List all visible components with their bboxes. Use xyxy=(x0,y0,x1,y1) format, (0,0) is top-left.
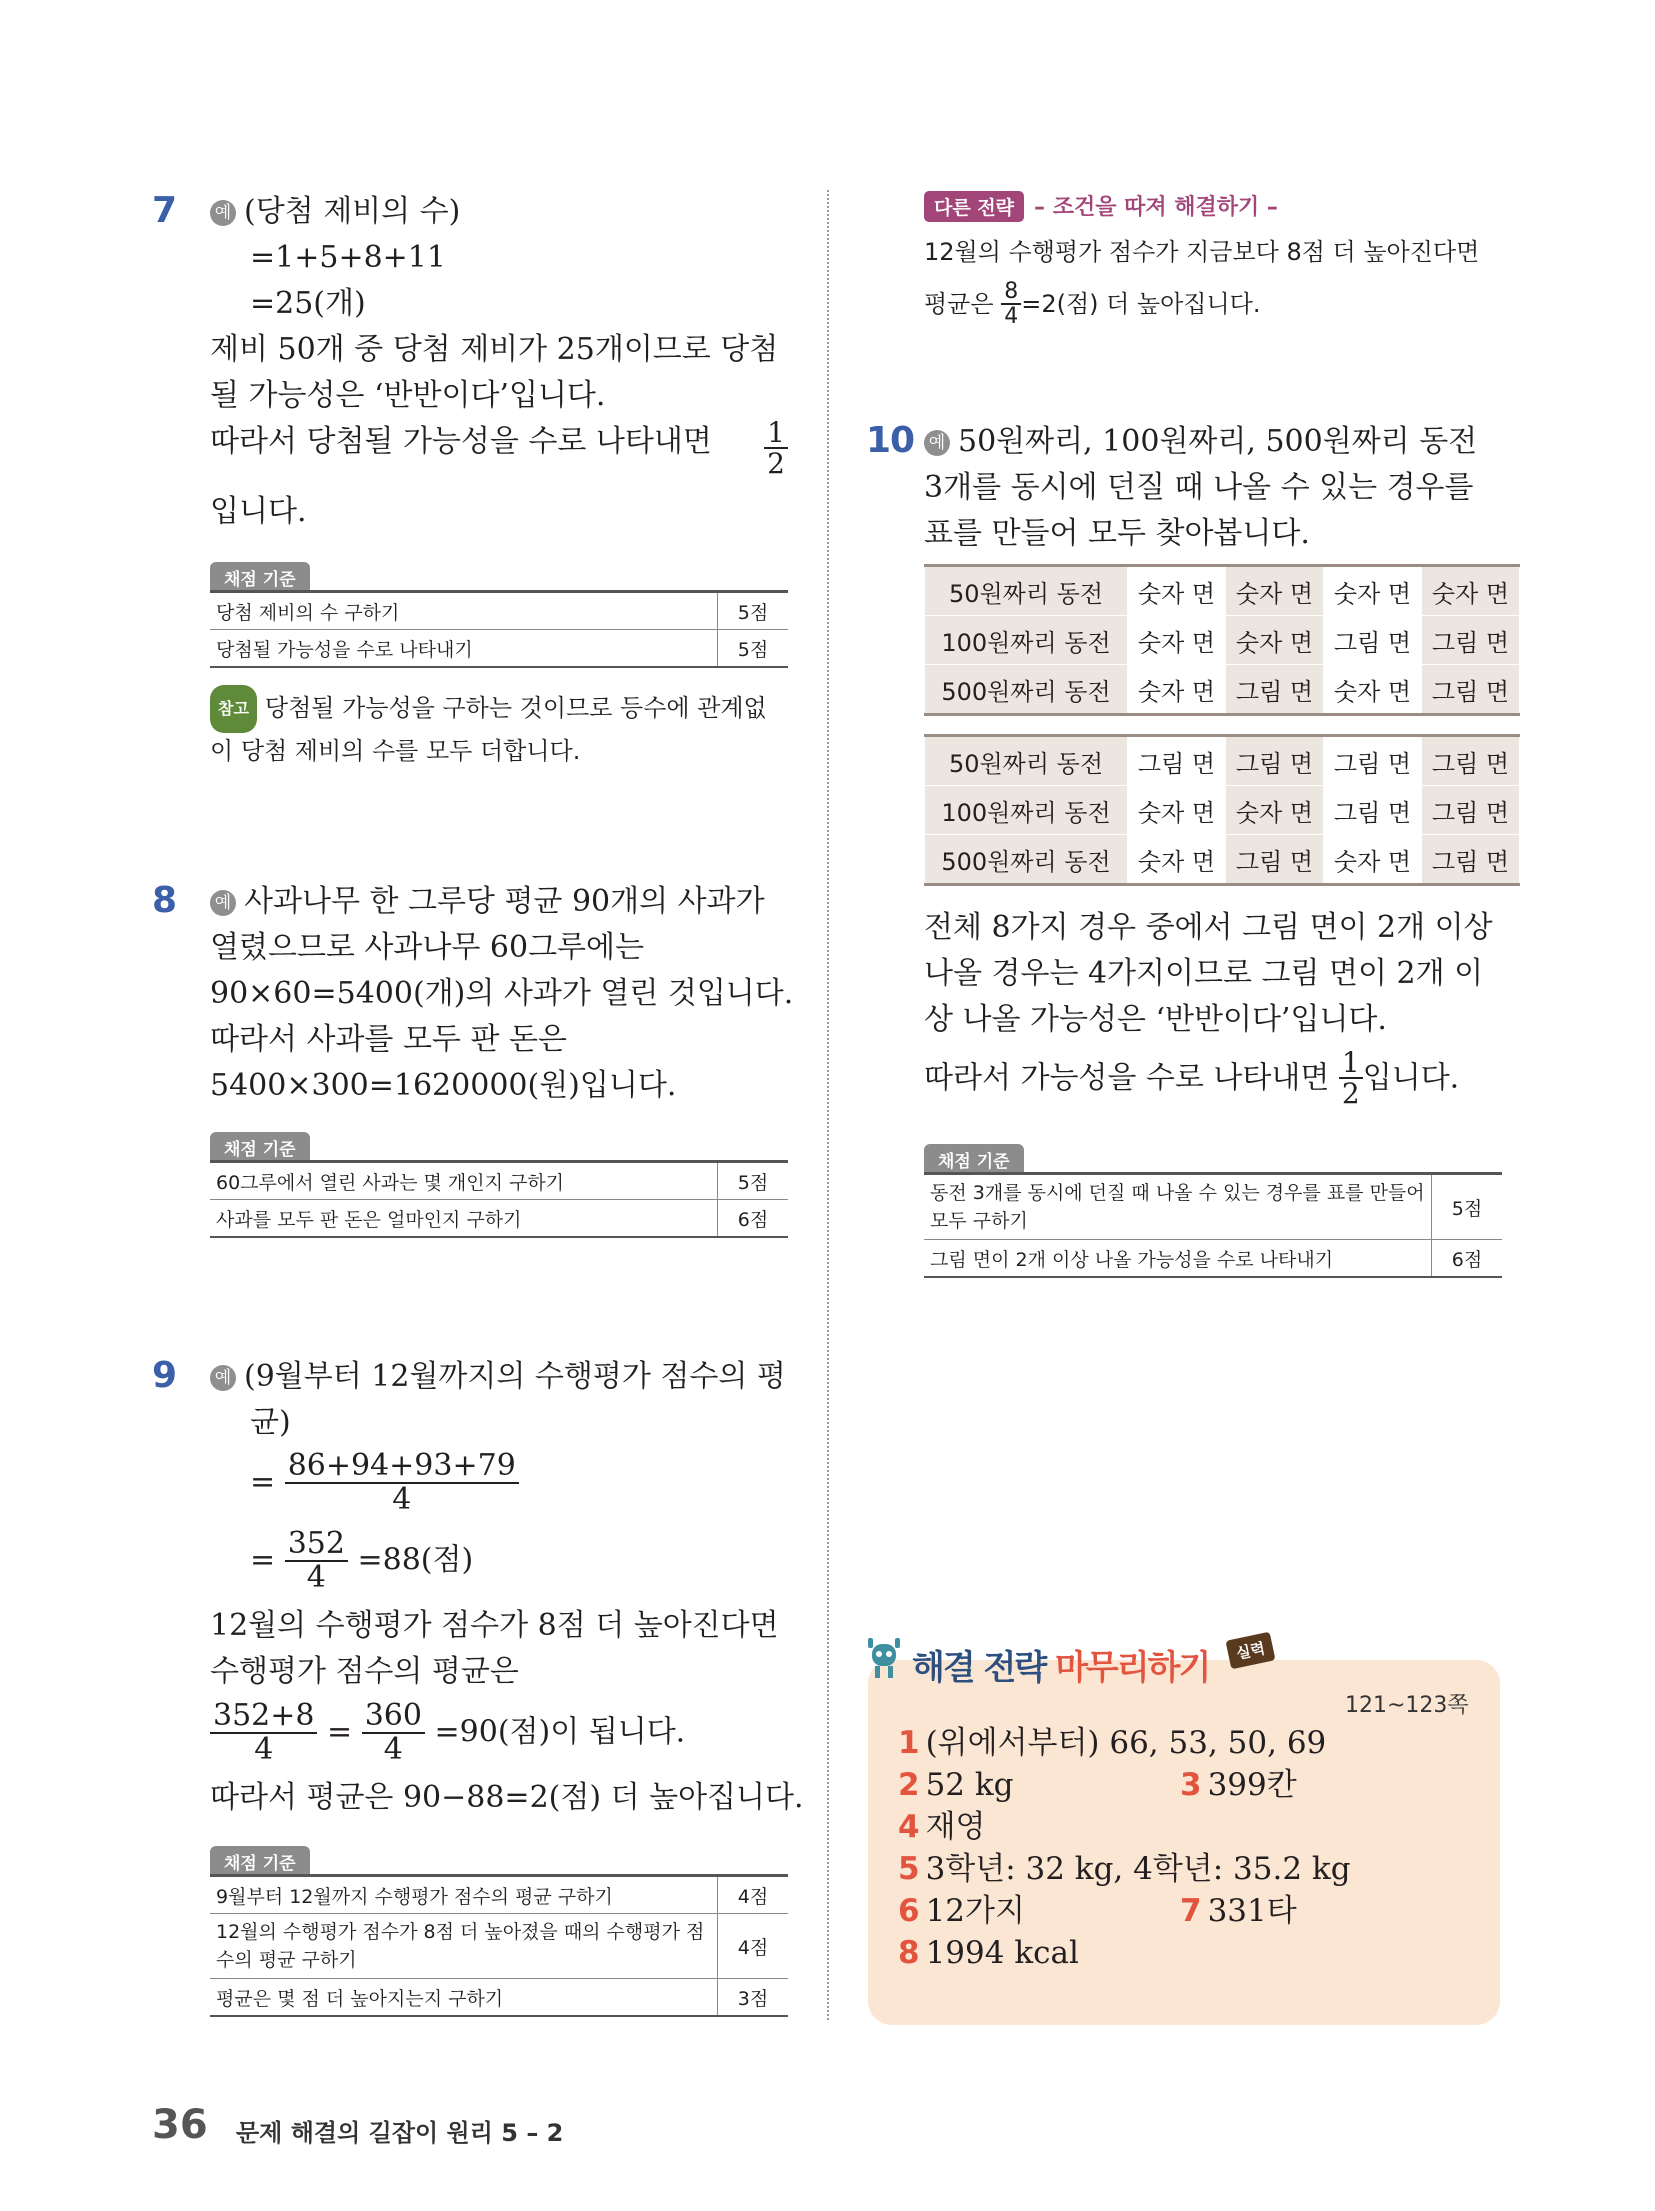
q9-equation-1: = $\frac{86+94+93+79}{4}$ xyxy=(250,1450,519,1515)
fraction-numerator: 8 xyxy=(1001,280,1021,305)
question-number-10: 10 xyxy=(866,420,915,461)
fraction-denominator: 4 xyxy=(306,1559,326,1595)
table-row xyxy=(210,630,788,668)
fraction-denominator: 2 xyxy=(767,447,785,481)
criteria-points: 6점 xyxy=(718,1200,789,1238)
alt-text-2b: =2(점) 더 높아집니다. xyxy=(1021,290,1261,319)
table-cell: 그림 면 xyxy=(1422,616,1520,665)
q9-line-2: 균) xyxy=(250,1405,291,1440)
row-header: 500원짜리 동전 xyxy=(925,835,1128,885)
alt-line-1: 12월의 수행평가 점수가 지금보다 8점 더 높아진다면 xyxy=(924,238,1480,266)
criteria-points: 3점 xyxy=(718,1979,789,2017)
summary-title xyxy=(912,1640,1209,1689)
answer-key: 2 xyxy=(898,1767,920,1803)
table-row xyxy=(210,592,788,630)
q10-criteria-table xyxy=(924,1172,1502,1278)
fraction-denominator: 2 xyxy=(1341,1077,1360,1111)
page-number: 36 xyxy=(152,2102,208,2148)
fraction-numerator: 352 xyxy=(285,1528,348,1562)
table-cell: 그림 면 xyxy=(1324,786,1422,835)
table-row xyxy=(924,1174,1502,1240)
table-row xyxy=(924,1240,1502,1278)
table-row xyxy=(210,1979,788,2017)
answer-key: 7 xyxy=(1180,1893,1202,1929)
answer-key: 5 xyxy=(898,1851,920,1887)
q7-text-1: (당첨 제비의 수) xyxy=(244,194,461,229)
answer-text: 399칸 xyxy=(1207,1767,1297,1803)
answer-text: 1994 kcal xyxy=(925,1935,1079,1971)
example-icon: 예 xyxy=(210,890,236,916)
table-row xyxy=(925,665,1520,715)
q9-line-4: 수행평가 점수의 평균은 xyxy=(210,1654,519,1689)
question-number-7: 7 xyxy=(152,190,177,231)
q7-line-6 xyxy=(210,416,788,481)
q9-fraction-4 xyxy=(362,1700,425,1765)
table-cell: 숫자 면 xyxy=(1324,665,1422,715)
table-cell: 숫자 면 xyxy=(1128,786,1226,835)
table-cell: 그림 면 xyxy=(1226,736,1324,786)
q9-criteria-table xyxy=(210,1874,788,2017)
q10-line-5: 나올 경우는 4가지이므로 그림 면이 2개 이 xyxy=(924,956,1484,991)
criteria-text: 사과를 모두 판 돈은 얼마인지 구하기 xyxy=(210,1200,718,1238)
book-title: 문제 해결의 길잡이 원리 5 – 2 xyxy=(236,2119,564,2147)
table-cell: 숫자 면 xyxy=(1128,566,1226,616)
table-cell: 그림 면 xyxy=(1226,835,1324,885)
criteria-text: 12월의 수행평가 점수가 8점 더 높아졌을 때의 수행평가 점수의 평균 구하기 xyxy=(210,1914,718,1979)
criteria-points: 4점 xyxy=(718,1876,789,1914)
q9-equation-2-result: =88(점) xyxy=(357,1542,474,1578)
answer-key: 3 xyxy=(1180,1767,1202,1803)
answer-key: 6 xyxy=(898,1893,920,1929)
criteria-text: 그림 면이 2개 이상 나올 가능성을 수로 나타내기 xyxy=(924,1240,1432,1278)
q7-line-2: =1+5+8+11 xyxy=(250,240,446,275)
summary-pages: 121~123쪽 xyxy=(1345,1693,1469,1718)
table-cell: 숫자 면 xyxy=(1226,616,1324,665)
table-row xyxy=(925,786,1520,835)
alt-strategy-badge: 다른 전략 xyxy=(924,191,1024,222)
answer-4 xyxy=(898,1806,985,1849)
table-cell: 그림 면 xyxy=(1422,786,1520,835)
q7-line-5: 될 가능성은 ‘반반이다’입니다. xyxy=(210,378,606,413)
answer-5 xyxy=(898,1848,1351,1891)
q7-text-6: 따라서 당첨될 가능성을 수로 나타내면 xyxy=(210,424,712,459)
table-cell: 숫자 면 xyxy=(1128,835,1226,885)
q9-line-5: 따라서 평균은 90−88=2(점) 더 높아집니다. xyxy=(210,1780,804,1815)
coin-table-1 xyxy=(924,564,1520,716)
table-cell: 그림 면 xyxy=(1324,736,1422,786)
criteria-text: 동전 3개를 동시에 던질 때 나올 수 있는 경우를 표를 만들어 모두 구하기 xyxy=(924,1174,1432,1240)
q7-line-3: =25(개) xyxy=(250,286,366,321)
table-cell: 그림 면 xyxy=(1128,736,1226,786)
table-row xyxy=(210,1876,788,1914)
answer-text: 재영 xyxy=(925,1809,986,1845)
coin-table-2 xyxy=(924,734,1520,886)
fraction-numerator: 86+94+93+79 xyxy=(285,1450,519,1484)
q9-equation-3: $\frac{352+8}{4}$ = $\frac{360}{4}$ =90(점)이 됩니다. xyxy=(210,1700,685,1765)
row-header: 50원짜리 동전 xyxy=(925,736,1128,786)
answer-3 xyxy=(1180,1764,1297,1807)
q9-fraction-3 xyxy=(210,1700,317,1765)
q9-equation-3-result: =90(점)이 됩니다. xyxy=(434,1714,686,1750)
q9-fraction-2 xyxy=(285,1528,348,1593)
example-icon: 예 xyxy=(210,1365,236,1391)
answer-text: (위에서부터) 66, 53, 50, 69 xyxy=(925,1725,1327,1761)
q8-line-1 xyxy=(210,880,765,924)
criteria-points: 5점 xyxy=(718,630,789,668)
q8-line-3: 90×60=5400(개)의 사과가 열린 것입니다. xyxy=(210,976,794,1011)
table-cell: 그림 면 xyxy=(1324,616,1422,665)
alt-text-2a: 평균은 xyxy=(924,290,994,319)
q7-criteria-label: 채점 기준 xyxy=(210,562,310,592)
q7-criteria-table xyxy=(210,590,788,668)
criteria-points: 6점 xyxy=(1432,1240,1503,1278)
fraction-denominator: 4 xyxy=(1004,304,1019,330)
alt-strategy-header xyxy=(924,190,1278,222)
q10-text-1: 50원짜리, 100원짜리, 500원짜리 동전 xyxy=(958,424,1478,459)
table-cell: 숫자 면 xyxy=(1422,566,1520,616)
q10-text-7a: 따라서 가능성을 수로 나타내면 xyxy=(924,1060,1330,1096)
table-cell: 숫자 면 xyxy=(1226,786,1324,835)
row-header: 100원짜리 동전 xyxy=(925,786,1128,835)
q10-line-3: 표를 만들어 모두 찾아봅니다. xyxy=(924,516,1310,551)
fraction-numerator: 1 xyxy=(764,418,788,449)
criteria-points: 4점 xyxy=(718,1914,789,1979)
criteria-text: 평균은 몇 점 더 높아지는지 구하기 xyxy=(210,1979,718,2017)
note-badge: 참고 xyxy=(210,685,257,733)
fraction-denominator: 4 xyxy=(383,1731,403,1767)
table-row xyxy=(925,736,1520,786)
fraction-denominator: 4 xyxy=(254,1731,274,1767)
q8-line-5: 5400×300=1620000(원)입니다. xyxy=(210,1068,677,1103)
q8-criteria-table xyxy=(210,1160,788,1238)
q10-text-7b: 입니다. xyxy=(1362,1060,1460,1096)
q9-equation-2: = $\frac{352}{4}$ =88(점) xyxy=(250,1526,474,1595)
summary-badge: 실력 xyxy=(1225,1632,1275,1670)
q7-note-line-2: 이 당첨 제비의 수를 모두 더합니다. xyxy=(210,737,581,765)
q9-text-1: (9월부터 12월까지의 수행평가 점수의 평 xyxy=(244,1359,786,1394)
q8-text-1: 사과나무 한 그루당 평균 90개의 사과가 xyxy=(244,884,765,919)
q9-fraction-1 xyxy=(285,1450,519,1515)
fraction-denominator: 4 xyxy=(392,1481,412,1517)
criteria-points: 5점 xyxy=(718,1162,789,1200)
row-header: 500원짜리 동전 xyxy=(925,665,1128,715)
summary-title-a: 해결 전략 xyxy=(912,1648,1046,1688)
q7-note-line-1 xyxy=(210,685,767,733)
q7-line-7: 입니다. xyxy=(210,494,307,529)
answer-text: 331타 xyxy=(1207,1893,1297,1929)
table-cell: 숫자 면 xyxy=(1324,566,1422,616)
fraction-numerator: 1 xyxy=(1339,1048,1363,1079)
q8-line-4: 따라서 사과를 모두 판 돈은 xyxy=(210,1022,567,1057)
q8-line-2: 열렸으므로 사과나무 60그루에는 xyxy=(210,930,644,965)
table-cell: 숫자 면 xyxy=(1324,835,1422,885)
table-cell: 숫자 면 xyxy=(1128,665,1226,715)
table-row xyxy=(210,1914,788,1979)
answer-1 xyxy=(898,1722,1326,1765)
alt-line-2 xyxy=(924,280,1260,328)
q10-line-1 xyxy=(924,420,1477,464)
alt-fraction xyxy=(1001,280,1021,328)
criteria-text: 당첨 제비의 수 구하기 xyxy=(210,592,718,630)
answer-text: 52 kg xyxy=(925,1767,1014,1803)
answer-text: 3학년: 32 kg, 4학년: 35.2 kg xyxy=(925,1851,1351,1887)
column-divider xyxy=(827,190,829,2020)
answer-6 xyxy=(898,1890,1025,1933)
answer-2 xyxy=(898,1764,1014,1807)
q10-line-4: 전체 8가지 경우 중에서 그림 면이 2개 이상 xyxy=(924,910,1493,945)
answer-key: 4 xyxy=(898,1809,920,1845)
q10-line-7 xyxy=(924,1048,1459,1109)
table-cell: 그림 면 xyxy=(1422,665,1520,715)
q9-line-1 xyxy=(210,1355,786,1399)
table-cell: 그림 면 xyxy=(1422,835,1520,885)
summary-title-b: 마무리하기 xyxy=(1055,1648,1210,1688)
table-row xyxy=(925,566,1520,616)
fraction-numerator: 352+8 xyxy=(210,1700,317,1734)
criteria-points: 5점 xyxy=(718,592,789,630)
example-icon: 예 xyxy=(924,430,950,456)
q7-line-1 xyxy=(210,190,460,234)
robot-icon xyxy=(866,1636,902,1680)
table-cell: 그림 면 xyxy=(1226,665,1324,715)
table-row xyxy=(925,616,1520,665)
row-header: 100원짜리 동전 xyxy=(925,616,1128,665)
q10-line-6: 상 나올 가능성은 ‘반반이다’입니다. xyxy=(924,1002,1387,1037)
criteria-text: 당첨될 가능성을 수로 나타내기 xyxy=(210,630,718,668)
table-cell: 숫자 면 xyxy=(1128,616,1226,665)
table-row xyxy=(210,1162,788,1200)
q10-line-2: 3개를 동시에 던질 때 나올 수 있는 경우를 xyxy=(924,470,1474,505)
answer-text: 12가지 xyxy=(925,1893,1025,1929)
table-cell: 그림 면 xyxy=(1422,736,1520,786)
answer-key: 8 xyxy=(898,1935,920,1971)
answer-key: 1 xyxy=(898,1725,920,1761)
alt-strategy-title: – 조건을 따져 해결하기 – xyxy=(1034,195,1278,220)
q10-fraction xyxy=(1339,1048,1363,1109)
q10-criteria-label: 채점 기준 xyxy=(924,1144,1024,1174)
answer-8 xyxy=(898,1932,1079,1975)
q9-criteria-label: 채점 기준 xyxy=(210,1846,310,1876)
q8-criteria-label: 채점 기준 xyxy=(210,1132,310,1162)
fraction-numerator: 360 xyxy=(362,1700,425,1734)
criteria-text: 60그루에서 열린 사과는 몇 개인지 구하기 xyxy=(210,1162,718,1200)
table-row xyxy=(210,1200,788,1238)
row-header: 50원짜리 동전 xyxy=(925,566,1128,616)
table-cell: 숫자 면 xyxy=(1226,566,1324,616)
question-number-8: 8 xyxy=(152,880,177,921)
answer-7 xyxy=(1180,1890,1297,1933)
q9-line-3: 12월의 수행평가 점수가 8점 더 높아진다면 xyxy=(210,1608,779,1643)
criteria-points: 5점 xyxy=(1432,1174,1503,1240)
example-icon: 예 xyxy=(210,200,236,226)
table-row xyxy=(925,835,1520,885)
q7-note-text-1: 당첨될 가능성을 구하는 것이므로 등수에 관계없 xyxy=(264,694,767,722)
question-number-9: 9 xyxy=(152,1355,177,1396)
q7-line-4: 제비 50개 중 당첨 제비가 25개이므로 당첨 xyxy=(210,332,779,367)
criteria-text: 9월부터 12월까지 수행평가 점수의 평균 구하기 xyxy=(210,1876,718,1914)
q7-fraction xyxy=(764,418,788,479)
